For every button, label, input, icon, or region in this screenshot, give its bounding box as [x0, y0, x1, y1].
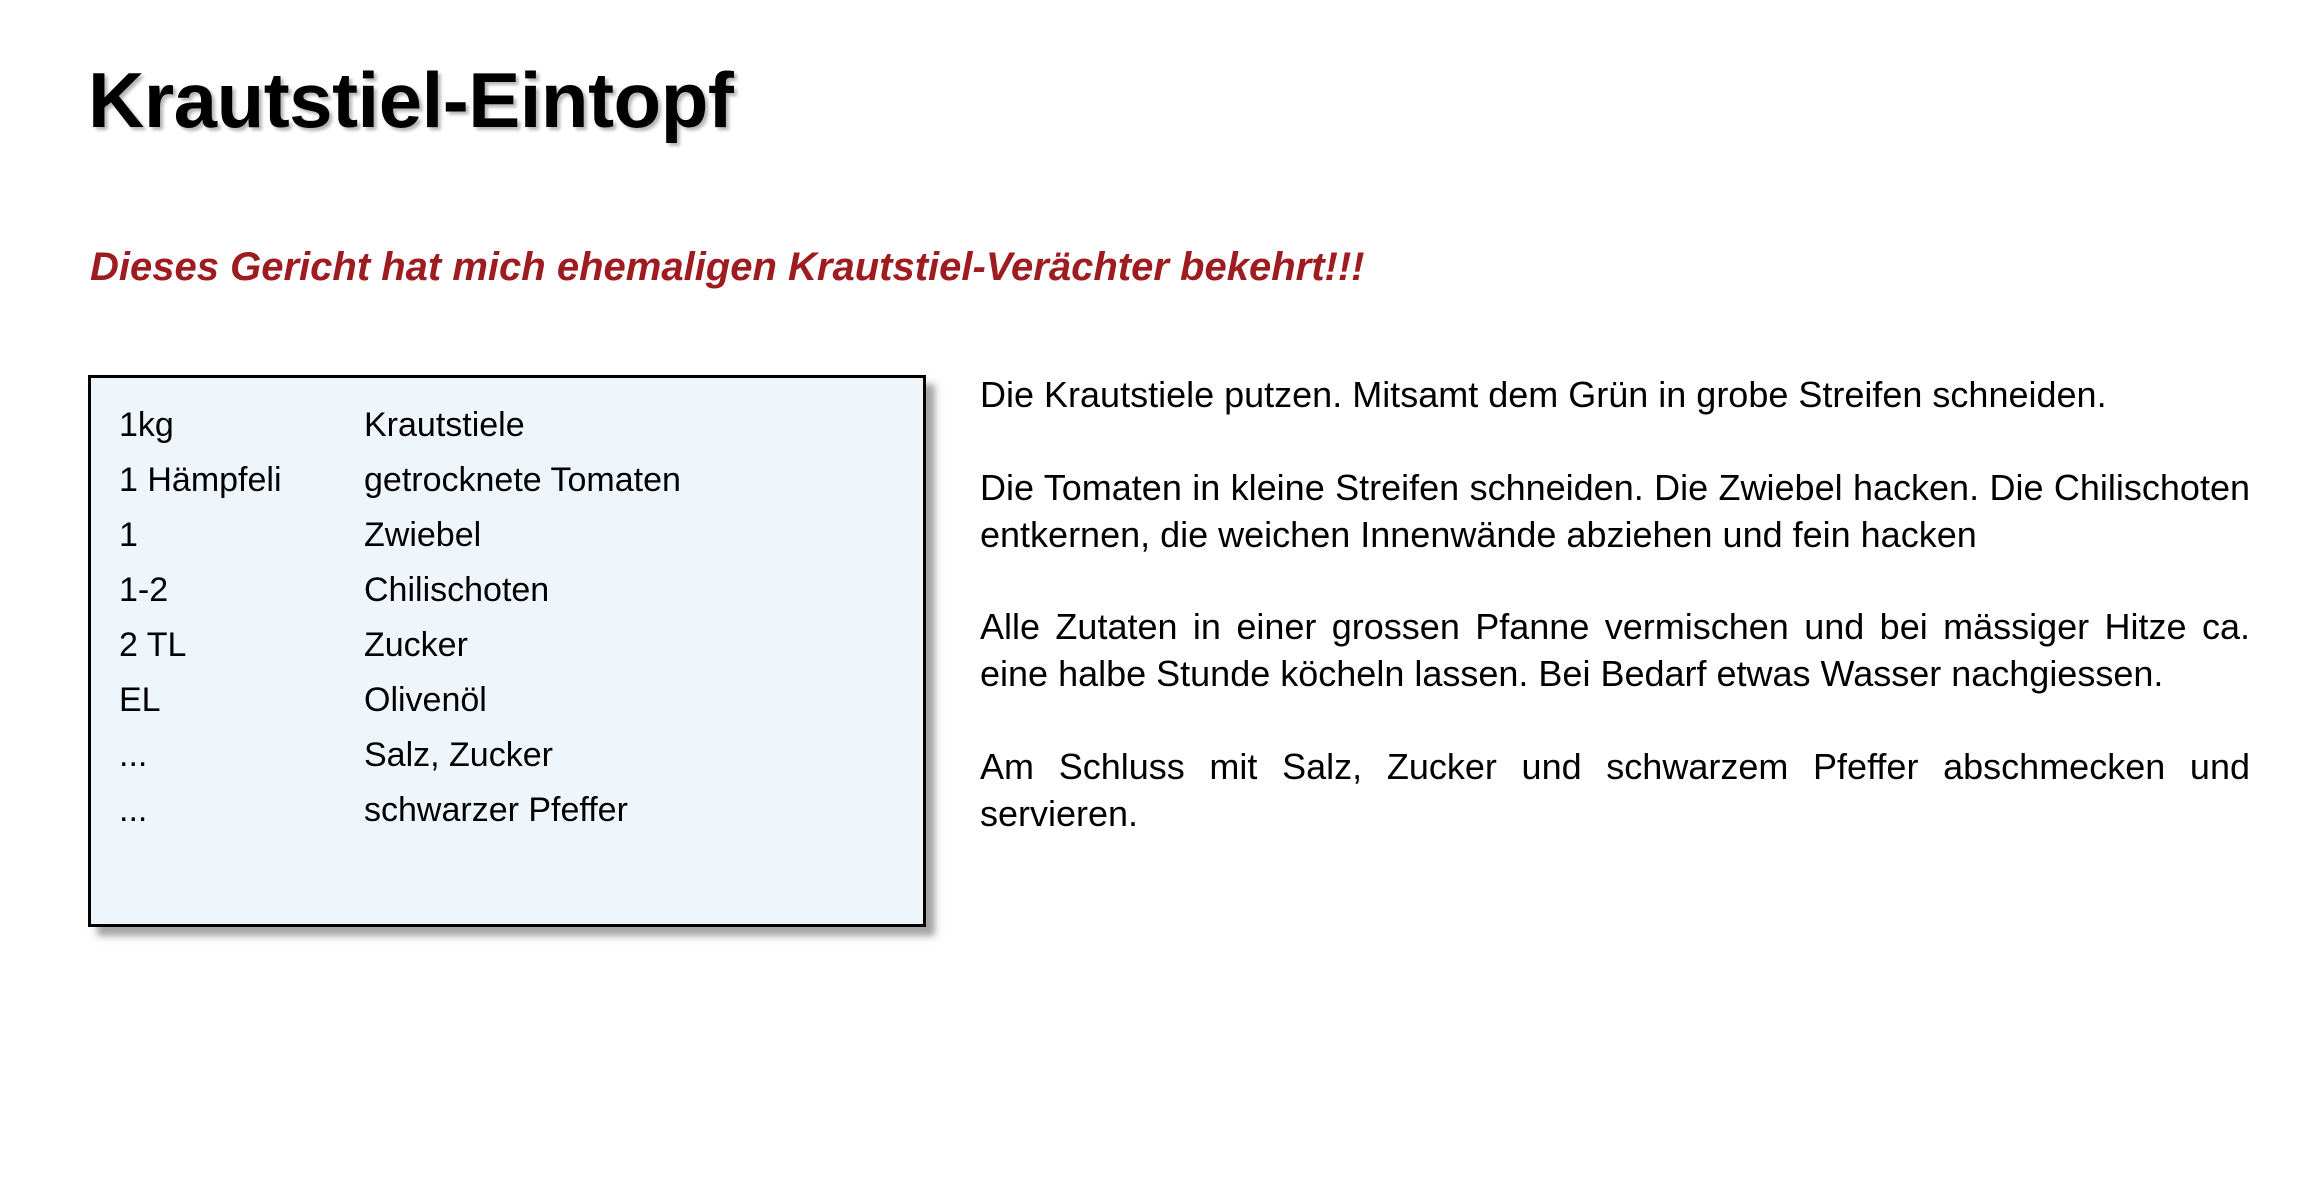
ingredient-quantity: ...: [119, 736, 148, 774]
ingredient-item: schwarzer Pfeffer: [364, 791, 628, 829]
table-row: [119, 628, 681, 683]
ingredients-table: [119, 408, 681, 848]
page-title: Krautstiel-Eintopf: [88, 56, 734, 144]
ingredient-quantity: 2 TL: [119, 626, 187, 664]
instruction-step: Die Tomaten in kleine Streifen schneiden. Die Zwiebel hacken. Die Chilischoten entkernen, die weichen Innenwände abziehen und fein hacken: [980, 466, 2250, 555]
ingredient-item: Zwiebel: [364, 516, 482, 554]
ingredient-item: Salz, Zucker: [364, 736, 553, 774]
table-row: [119, 463, 681, 518]
ingredient-quantity: ...: [119, 791, 148, 829]
instruction-step: Am Schluss mit Salz, Zucker und schwarzem Pfeffer abschmecken und servieren.: [980, 745, 2250, 834]
table-row: [119, 793, 681, 848]
instructions-column: [980, 372, 2250, 838]
ingredient-item: Krautstiele: [364, 406, 525, 444]
ingredient-quantity: 1 Hämpfeli: [119, 461, 282, 499]
ingredient-item: Chilischoten: [364, 571, 550, 609]
ingredient-quantity: 1: [119, 516, 138, 554]
ingredient-item: Zucker: [364, 626, 468, 664]
ingredient-item: getrocknete Tomaten: [364, 461, 681, 499]
table-row: [119, 683, 681, 738]
instruction-step: Alle Zutaten in einer grossen Pfanne vermischen und bei mässiger Hitze ca. eine halbe Stunde köcheln lassen. Bei Bedarf etwas Wasser nachgiessen.: [980, 606, 2250, 695]
ingredient-quantity: EL: [119, 681, 161, 719]
slide-subtitle: Dieses Gericht hat mich ehemaligen Krautstiel-Verächter bekehrt!!!: [90, 245, 1365, 289]
instruction-step: Die Krautstiele putzen. Mitsamt dem Grün in grobe Streifen schneiden.: [980, 374, 2107, 415]
table-row: [119, 573, 681, 628]
ingredient-quantity: 1-2: [119, 571, 169, 609]
ingredient-item: Olivenöl: [364, 681, 487, 719]
ingredient-quantity: 1kg: [119, 406, 174, 444]
table-row: [119, 738, 681, 793]
table-row: [119, 408, 681, 463]
ingredients-box: [88, 375, 926, 927]
table-row: [119, 518, 681, 573]
